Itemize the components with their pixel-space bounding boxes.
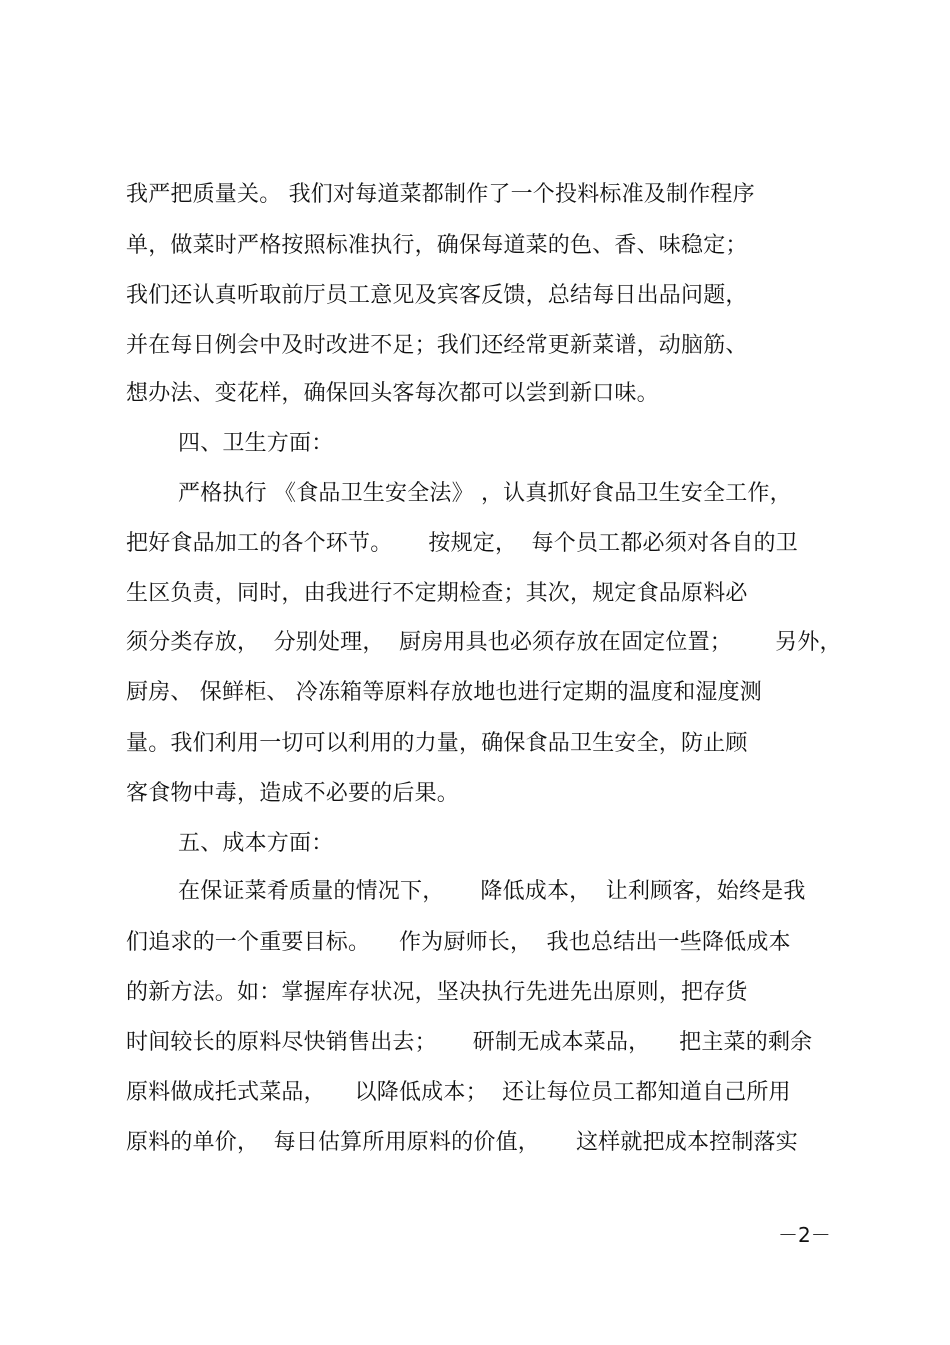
text-line: 时间较长的原料尽快销售出去； 研制无成本菜品， 把主菜的剩余 (126, 1030, 813, 1055)
text-line: 生区负责，同时，由我进行不定期检查；其次，规定食品原料必 (126, 581, 748, 606)
text-line: 们追求的一个重要目标。 作为厨师长， 我也总结出一些降低成本 (126, 930, 791, 955)
section-heading: 四、卫生方面： (178, 431, 334, 456)
text-line: 我严把质量关。 我们对每道菜都制作了一个投料标准及制作程序 (126, 182, 755, 207)
text-line: 客食物中毒，造成不必要的后果。 (126, 781, 460, 806)
text-line: 须分类存放， 分别处理， 厨房用具也必须存放在固定位置； 另外， (126, 630, 842, 655)
text-line: 我们还认真听取前厅员工意见及宾客反馈，总结每日出品问题， (126, 283, 748, 308)
text-line: 单，做菜时严格按照标准执行，确保每道菜的色、香、味稳定； (126, 233, 748, 258)
text-line: 量。我们利用一切可以利用的力量，确保食品卫生安全，防止顾 (126, 731, 748, 756)
text-line: 原料的单价， 每日估算所用原料的价值， 这样就把成本控制落实 (126, 1130, 798, 1155)
text-line: 原料做成托式菜品， 以降低成本； 还让每位员工都知道自己所用 (126, 1080, 791, 1105)
text-line: 严格执行 《食品卫生安全法》 ，认真抓好食品卫生安全工作， (178, 481, 792, 506)
text-line: 在保证菜肴质量的情况下， 降低成本， 让利顾客，始终是我 (178, 879, 806, 904)
text-line: 把好食品加工的各个环节。 按规定， 每个员工都必须对各自的卫 (126, 531, 798, 556)
section-heading: 五、成本方面： (178, 831, 334, 856)
text-line: 并在每日例会中及时改进不足；我们还经常更新菜谱，动脑筋、 (126, 333, 748, 358)
page-number: －2－ (778, 1223, 831, 1247)
text-line: 厨房、 保鲜柜、 冷冻箱等原料存放地也进行定期的温度和湿度测 (126, 680, 762, 705)
text-line: 的新方法。如：掌握库存状况，坚决执行先进先出原则，把存货 (126, 980, 748, 1005)
text-line: 想办法、变花样，确保回头客每次都可以尝到新口味。 (126, 381, 659, 406)
